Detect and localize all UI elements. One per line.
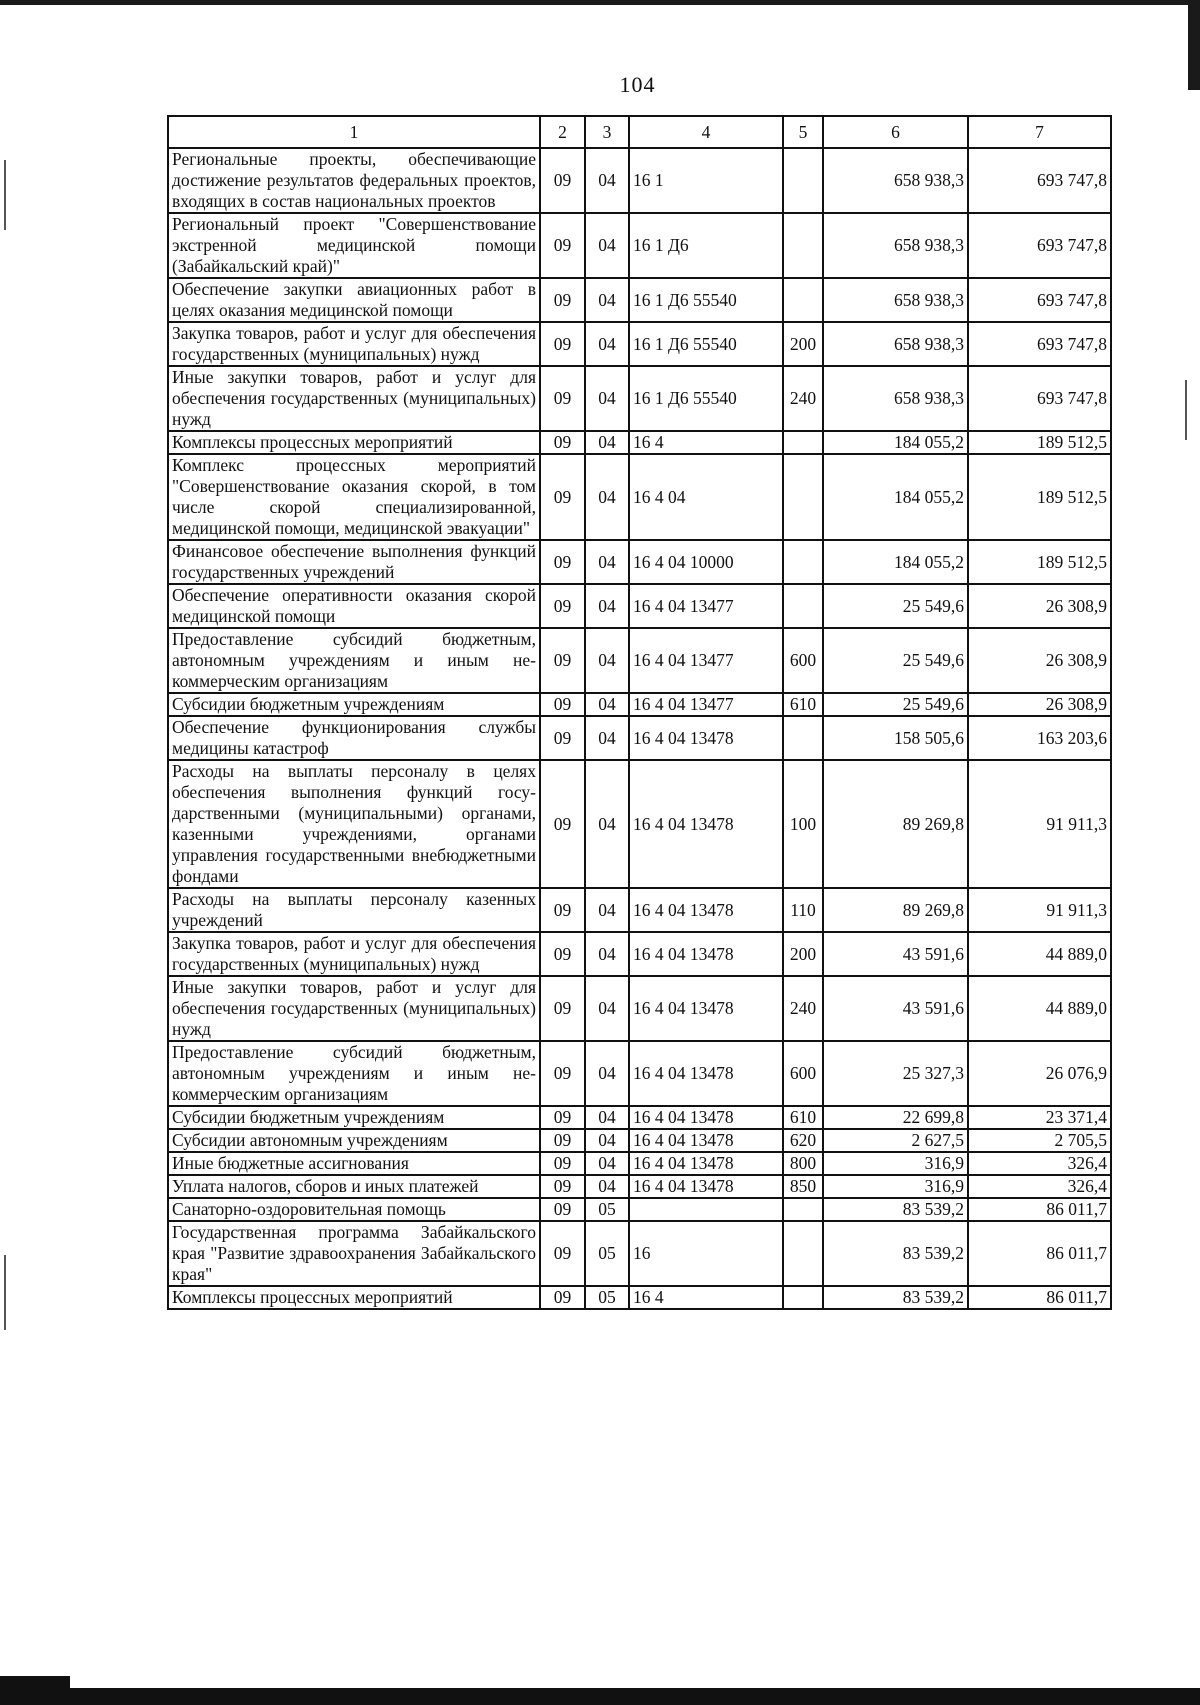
table-row — [168, 1286, 1111, 1309]
row-section: 09 — [540, 1129, 585, 1152]
row-expense-type: 800 — [783, 1152, 823, 1175]
row-subsection: 04 — [585, 322, 629, 366]
row-name: Закупка товаров, работ и услуг для обеспечения государственных (муниципальных) нужд — [168, 932, 540, 976]
row-target-article: 16 4 04 13477 — [629, 628, 783, 693]
row-amount-year2: 26 308,9 — [968, 628, 1111, 693]
row-name: Санаторно-оздоровительная помощь — [168, 1198, 540, 1221]
row-amount-year1: 316,9 — [823, 1175, 968, 1198]
row-expense-type — [783, 1198, 823, 1221]
table-row — [168, 431, 1111, 454]
row-target-article: 16 1 — [629, 148, 783, 213]
row-section: 09 — [540, 1175, 585, 1198]
table-header-row — [168, 116, 1111, 148]
row-amount-year1: 25 327,3 — [823, 1041, 968, 1106]
row-section: 09 — [540, 1106, 585, 1129]
row-section: 09 — [540, 1286, 585, 1309]
row-amount-year2: 23 371,4 — [968, 1106, 1111, 1129]
table-row — [168, 628, 1111, 693]
row-name: Обеспечение закупки авиационных работ в целях оказания медицинской помощи — [168, 278, 540, 322]
row-target-article: 16 4 — [629, 1286, 783, 1309]
row-amount-year2: 91 911,3 — [968, 888, 1111, 932]
row-expense-type — [783, 148, 823, 213]
row-name: Региональный проект "Совершенствование экстренной медицинской помощи (Забайкальский край)" — [168, 213, 540, 278]
row-subsection: 04 — [585, 431, 629, 454]
row-amount-year2: 693 747,8 — [968, 213, 1111, 278]
row-amount-year1: 43 591,6 — [823, 976, 968, 1041]
table-row — [168, 1221, 1111, 1286]
table-row — [168, 540, 1111, 584]
table-row — [168, 976, 1111, 1041]
scan-margin-mark — [1185, 380, 1187, 440]
row-amount-year1: 43 591,6 — [823, 932, 968, 976]
row-expense-type — [783, 278, 823, 322]
table-row — [168, 148, 1111, 213]
row-expense-type: 240 — [783, 366, 823, 431]
table-row — [168, 1198, 1111, 1221]
row-name: Иные бюджетные ассигнования — [168, 1152, 540, 1175]
row-section: 09 — [540, 278, 585, 322]
row-amount-year2: 693 747,8 — [968, 322, 1111, 366]
row-subsection: 04 — [585, 888, 629, 932]
row-name: Субсидии бюджетным учреждениям — [168, 1106, 540, 1129]
row-name: Закупка товаров, работ и услуг для обеспечения государственных (муниципальных) нужд — [168, 322, 540, 366]
row-name: Уплата налогов, сборов и иных платежей — [168, 1175, 540, 1198]
header-cell: 7 — [968, 116, 1111, 148]
row-target-article: 16 4 04 13478 — [629, 888, 783, 932]
table-row — [168, 760, 1111, 888]
row-section: 09 — [540, 148, 585, 213]
header-cell: 4 — [629, 116, 783, 148]
row-subsection: 04 — [585, 693, 629, 716]
row-section: 09 — [540, 1221, 585, 1286]
row-amount-year1: 658 938,3 — [823, 366, 968, 431]
table-body — [168, 148, 1111, 1309]
row-amount-year2: 693 747,8 — [968, 366, 1111, 431]
row-target-article: 16 4 04 13478 — [629, 1152, 783, 1175]
header-cell: 1 — [168, 116, 540, 148]
row-expense-type: 100 — [783, 760, 823, 888]
row-amount-year1: 658 938,3 — [823, 278, 968, 322]
row-amount-year1: 2 627,5 — [823, 1129, 968, 1152]
row-expense-type — [783, 454, 823, 540]
table-row — [168, 1152, 1111, 1175]
row-name: Предоставление субсидий бюджетным, автономным учреждениям и иным некоммерческим организациям — [168, 1041, 540, 1106]
row-expense-type: 610 — [783, 1106, 823, 1129]
row-section: 09 — [540, 976, 585, 1041]
row-amount-year1: 89 269,8 — [823, 760, 968, 888]
row-expense-type: 240 — [783, 976, 823, 1041]
row-target-article: 16 1 Д6 55540 — [629, 278, 783, 322]
row-target-article: 16 4 04 10000 — [629, 540, 783, 584]
row-section: 09 — [540, 888, 585, 932]
table-row — [168, 888, 1111, 932]
row-amount-year2: 326,4 — [968, 1152, 1111, 1175]
row-amount-year2: 163 203,6 — [968, 716, 1111, 760]
table-row — [168, 322, 1111, 366]
table-row — [168, 1106, 1111, 1129]
table-row — [168, 932, 1111, 976]
table-row — [168, 278, 1111, 322]
row-target-article: 16 4 04 13477 — [629, 584, 783, 628]
row-subsection: 04 — [585, 1152, 629, 1175]
table-row — [168, 693, 1111, 716]
table-row — [168, 454, 1111, 540]
row-section: 09 — [540, 716, 585, 760]
row-amount-year2: 26 308,9 — [968, 693, 1111, 716]
row-target-article: 16 1 Д6 55540 — [629, 322, 783, 366]
row-name: Региональные проекты, обеспечивающие достижение результатов федеральных проектов, входящих в состав национальных проектов — [168, 148, 540, 213]
scan-margin-mark — [4, 160, 6, 230]
row-section: 09 — [540, 760, 585, 888]
row-target-article: 16 — [629, 1221, 783, 1286]
row-section: 09 — [540, 584, 585, 628]
row-subsection: 04 — [585, 540, 629, 584]
row-section: 09 — [540, 1198, 585, 1221]
table-row — [168, 366, 1111, 431]
row-amount-year1: 184 055,2 — [823, 540, 968, 584]
row-subsection: 04 — [585, 1041, 629, 1106]
row-amount-year1: 158 505,6 — [823, 716, 968, 760]
row-section: 09 — [540, 932, 585, 976]
row-target-article: 16 4 04 13478 — [629, 932, 783, 976]
row-subsection: 04 — [585, 213, 629, 278]
row-amount-year1: 184 055,2 — [823, 431, 968, 454]
row-target-article: 16 4 04 13478 — [629, 1129, 783, 1152]
row-amount-year1: 25 549,6 — [823, 628, 968, 693]
row-amount-year1: 25 549,6 — [823, 693, 968, 716]
row-name: Комплекс процессных мероприятий "Совершенствование оказания скорой, в том числе скорой специализированной, медицинской помощи, медицинской эвакуации" — [168, 454, 540, 540]
row-amount-year1: 22 699,8 — [823, 1106, 968, 1129]
header-cell: 2 — [540, 116, 585, 148]
row-expense-type — [783, 540, 823, 584]
row-subsection: 04 — [585, 976, 629, 1041]
row-subsection: 05 — [585, 1198, 629, 1221]
row-expense-type — [783, 584, 823, 628]
row-amount-year1: 25 549,6 — [823, 584, 968, 628]
row-expense-type: 110 — [783, 888, 823, 932]
row-amount-year2: 189 512,5 — [968, 431, 1111, 454]
header-cell: 3 — [585, 116, 629, 148]
row-name: Предоставление субсидий бюджетным, автономным учреждениям и иным некоммерческим организациям — [168, 628, 540, 693]
row-section: 09 — [540, 454, 585, 540]
row-expense-type — [783, 1221, 823, 1286]
row-target-article: 16 4 04 13478 — [629, 716, 783, 760]
row-name: Комплексы процессных мероприятий — [168, 431, 540, 454]
row-subsection: 04 — [585, 932, 629, 976]
budget-table — [167, 115, 1112, 1310]
row-subsection: 04 — [585, 1129, 629, 1152]
row-section: 09 — [540, 1041, 585, 1106]
row-amount-year2: 326,4 — [968, 1175, 1111, 1198]
row-target-article: 16 4 04 13478 — [629, 1041, 783, 1106]
row-target-article: 16 4 04 13478 — [629, 976, 783, 1041]
row-amount-year2: 86 011,7 — [968, 1286, 1111, 1309]
row-name: Обеспечение функционирования службы медицины катастроф — [168, 716, 540, 760]
row-name: Иные закупки товаров, работ и услуг для обеспечения государственных (муниципальных) нужд — [168, 976, 540, 1041]
row-amount-year2: 86 011,7 — [968, 1221, 1111, 1286]
row-expense-type — [783, 213, 823, 278]
row-amount-year2: 693 747,8 — [968, 148, 1111, 213]
row-amount-year1: 658 938,3 — [823, 213, 968, 278]
page-number: 104 — [619, 72, 656, 97]
row-section: 09 — [540, 1152, 585, 1175]
row-target-article: 16 4 04 13478 — [629, 1106, 783, 1129]
row-subsection: 04 — [585, 584, 629, 628]
row-section: 09 — [540, 540, 585, 584]
row-amount-year1: 658 938,3 — [823, 322, 968, 366]
row-section: 09 — [540, 322, 585, 366]
table-row — [168, 213, 1111, 278]
row-target-article: 16 4 04 13478 — [629, 760, 783, 888]
row-amount-year1: 316,9 — [823, 1152, 968, 1175]
row-expense-type: 600 — [783, 1041, 823, 1106]
row-subsection: 04 — [585, 278, 629, 322]
row-section: 09 — [540, 366, 585, 431]
table-row — [168, 584, 1111, 628]
row-name: Расходы на выплаты персоналу казенных учреждений — [168, 888, 540, 932]
row-expense-type: 850 — [783, 1175, 823, 1198]
row-amount-year2: 26 308,9 — [968, 584, 1111, 628]
row-amount-year1: 184 055,2 — [823, 454, 968, 540]
row-section: 09 — [540, 431, 585, 454]
row-amount-year2: 2 705,5 — [968, 1129, 1111, 1152]
row-amount-year2: 693 747,8 — [968, 278, 1111, 322]
table-row — [168, 1175, 1111, 1198]
row-expense-type — [783, 431, 823, 454]
scan-top-edge — [0, 0, 1200, 5]
row-amount-year2: 26 076,9 — [968, 1041, 1111, 1106]
row-name: Обеспечение оперативности оказания скорой медицинской помощи — [168, 584, 540, 628]
row-name: Субсидии автономным учреждениям — [168, 1129, 540, 1152]
row-expense-type: 200 — [783, 932, 823, 976]
scan-bottom-edge — [0, 1688, 1200, 1705]
row-subsection: 05 — [585, 1221, 629, 1286]
row-subsection: 04 — [585, 1106, 629, 1129]
row-section: 09 — [540, 693, 585, 716]
table-row — [168, 716, 1111, 760]
row-target-article: 16 4 04 13477 — [629, 693, 783, 716]
header-cell: 5 — [783, 116, 823, 148]
row-amount-year1: 89 269,8 — [823, 888, 968, 932]
row-subsection: 04 — [585, 366, 629, 431]
row-expense-type: 620 — [783, 1129, 823, 1152]
row-amount-year2: 91 911,3 — [968, 760, 1111, 888]
row-section: 09 — [540, 628, 585, 693]
row-target-article — [629, 1198, 783, 1221]
row-amount-year1: 83 539,2 — [823, 1221, 968, 1286]
row-name: Комплексы процессных мероприятий — [168, 1286, 540, 1309]
table-row — [168, 1041, 1111, 1106]
row-name: Финансовое обеспечение выполнения функций государственных учреждений — [168, 540, 540, 584]
row-subsection: 04 — [585, 454, 629, 540]
row-subsection: 05 — [585, 1286, 629, 1309]
row-amount-year1: 658 938,3 — [823, 148, 968, 213]
row-section: 09 — [540, 213, 585, 278]
row-amount-year2: 44 889,0 — [968, 932, 1111, 976]
row-expense-type: 200 — [783, 322, 823, 366]
header-cell: 6 — [823, 116, 968, 148]
row-subsection: 04 — [585, 760, 629, 888]
row-target-article: 16 1 Д6 — [629, 213, 783, 278]
row-subsection: 04 — [585, 1175, 629, 1198]
row-amount-year2: 44 889,0 — [968, 976, 1111, 1041]
row-expense-type: 610 — [783, 693, 823, 716]
row-expense-type — [783, 716, 823, 760]
row-name: Субсидии бюджетным учреждениям — [168, 693, 540, 716]
row-amount-year1: 83 539,2 — [823, 1286, 968, 1309]
row-name: Расходы на выплаты персоналу в целях обеспечения выполнения функций государственными (муниципальными) органами, казенными учреждениями, органами управления государственными внебюджетными фондами — [168, 760, 540, 888]
row-expense-type — [783, 1286, 823, 1309]
row-target-article: 16 4 — [629, 431, 783, 454]
table-row — [168, 1129, 1111, 1152]
row-amount-year2: 86 011,7 — [968, 1198, 1111, 1221]
scan-margin-mark — [4, 1255, 6, 1330]
row-expense-type: 600 — [783, 628, 823, 693]
row-amount-year2: 189 512,5 — [968, 540, 1111, 584]
row-target-article: 16 4 04 13478 — [629, 1175, 783, 1198]
row-subsection: 04 — [585, 628, 629, 693]
row-name: Иные закупки товаров, работ и услуг для обеспечения государственных (муниципальных) нужд — [168, 366, 540, 431]
row-name: Государственная программа Забайкальского края "Развитие здравоохранения Забайкальского края" — [168, 1221, 540, 1286]
row-target-article: 16 4 04 — [629, 454, 783, 540]
row-subsection: 04 — [585, 716, 629, 760]
row-amount-year1: 83 539,2 — [823, 1198, 968, 1221]
row-subsection: 04 — [585, 148, 629, 213]
row-target-article: 16 1 Д6 55540 — [629, 366, 783, 431]
row-amount-year2: 189 512,5 — [968, 454, 1111, 540]
